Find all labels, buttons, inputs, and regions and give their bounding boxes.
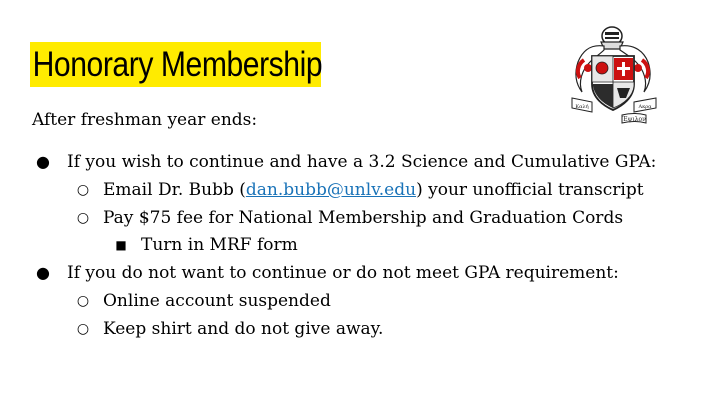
slide-title: Honorary Membership (32, 45, 323, 84)
motto-left-text: Καλή (575, 104, 589, 110)
list-item-text-after: ) your unofficial transcript (416, 180, 644, 200)
list-item (76, 317, 384, 341)
list-item (76, 178, 644, 202)
list-item-text: Turn in MRF form (141, 235, 298, 255)
shield-icon (592, 56, 634, 110)
bullet-hollow-circle-icon: ○ (76, 321, 90, 337)
list-item (36, 261, 619, 285)
bullet-square-icon: ■ (115, 238, 127, 252)
list-item (76, 289, 331, 313)
fraternity-crest-icon (564, 22, 664, 130)
list-item-text: Keep shirt and do not give away. (103, 319, 384, 339)
list-item (36, 150, 657, 174)
bullet-hollow-circle-icon: ○ (76, 182, 90, 198)
intro-text: After freshman year ends: (32, 110, 258, 130)
motto-right-text: Ακρα (638, 104, 652, 110)
list-item-text: Online account suspended (103, 291, 331, 311)
bullet-filled-circle-icon: ● (36, 152, 50, 171)
name-banner (622, 114, 646, 124)
crest-banner-text: Έψιλον (622, 116, 646, 123)
list-item-text: If you do not want to continue or do not meet GPA requirement: (67, 263, 619, 283)
list-item-text: If you wish to continue and have a 3.2 Science and Cumulative GPA: (67, 152, 657, 172)
list-item-text-before: Email Dr. Bubb ( (103, 180, 246, 200)
list-item-text: Pay $75 fee for National Membership and Graduation Cords (103, 208, 624, 228)
bullet-hollow-circle-icon: ○ (76, 293, 90, 309)
bullet-filled-circle-icon: ● (36, 263, 50, 282)
list-item (115, 233, 298, 257)
bullet-hollow-circle-icon: ○ (76, 210, 90, 226)
list-item (76, 206, 624, 230)
email-link[interactable]: dan.bubb@unlv.edu (245, 180, 417, 200)
